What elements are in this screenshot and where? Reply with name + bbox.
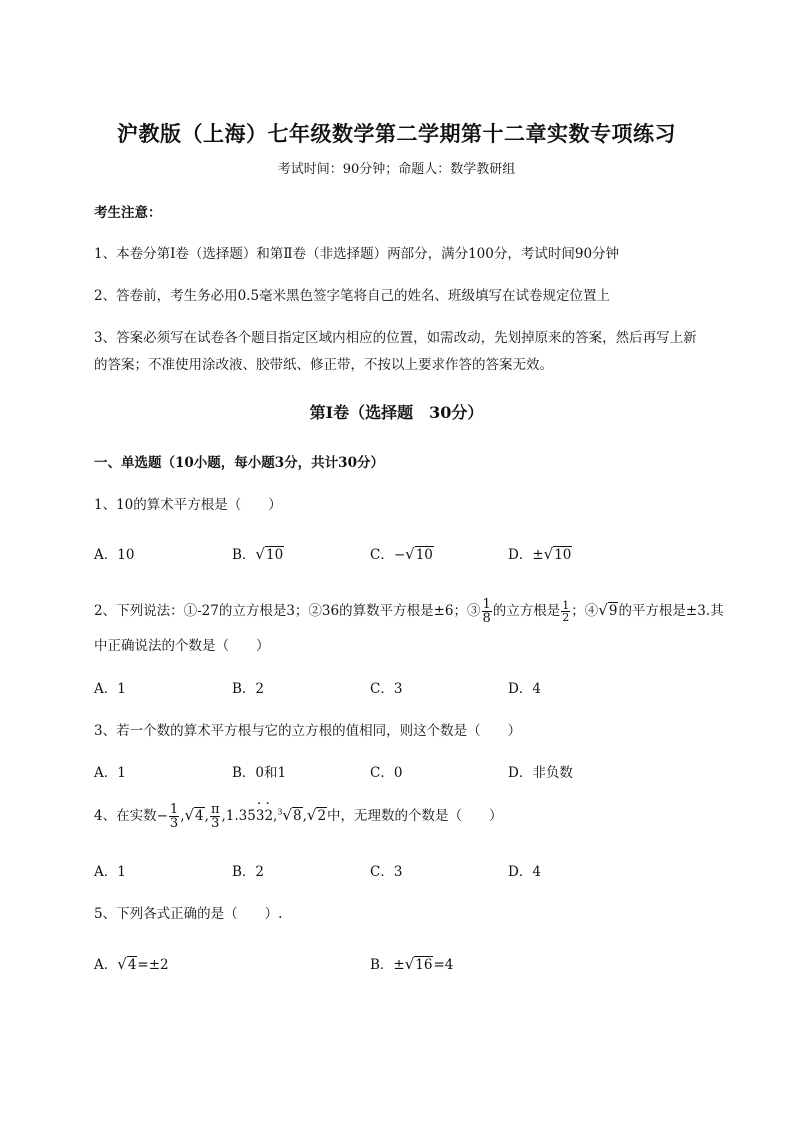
q2-option-c: C．3 bbox=[370, 681, 403, 697]
q4-option-d: D．4 bbox=[508, 864, 541, 880]
q3-option-a: A．1 bbox=[94, 765, 126, 781]
q4-option-b: B．2 bbox=[232, 864, 265, 880]
q1-option-d: D．±√10 bbox=[508, 545, 572, 563]
part-heading: 一、单选题（10小题，每小题3分，共计30分） bbox=[94, 455, 384, 471]
q5-option-b: B．±√16=4 bbox=[370, 955, 454, 973]
question-5-stem: 5、下列各式正确的是（ ）. bbox=[94, 906, 283, 922]
question-3-stem: 3、若一个数的算术平方根与它的立方根的值相同，则这个数是（ ） bbox=[94, 723, 522, 739]
q1-option-a: A．10 bbox=[94, 547, 135, 563]
q3-option-b: B．0和1 bbox=[232, 765, 287, 781]
q3-option-d: D．非负数 bbox=[508, 765, 573, 781]
question-2-line1: 2、下列说法：①-27的立方根是3；②36的算数平方根是±6；③ $\frac{1}{8}$ 的立方根是 $\frac{1}{2}$ ；④√9的平方根是±3.其 bbox=[94, 597, 724, 626]
q3-option-c: C．0 bbox=[370, 765, 403, 781]
question-4-stem: 4、在实数− $\frac{1}{3}$ ,√4, $\frac{\pi}{3}$ ,1.35· 3· 2,$^3$√8,√2中，无理数的个数是（ ） bbox=[94, 803, 503, 830]
fraction: $\frac{1}{2}$ bbox=[562, 599, 570, 624]
q4-option-a: A．1 bbox=[94, 864, 126, 880]
notice-heading: 考生注意： bbox=[94, 205, 162, 221]
q2-option-d: D．4 bbox=[508, 681, 541, 697]
notice-3: 3、答案必须写在试卷各个题目指定区域内相应的位置，如需改动，先划掉原来的答案，然后再写上新 bbox=[94, 330, 697, 346]
notice-3-cont: 的答案；不准使用涂改液、胶带纸、修正带，不按以上要求作答的答案无效。 bbox=[94, 357, 553, 373]
q1-option-b: B．√10 bbox=[232, 545, 284, 563]
q1-option-c: C．−√10 bbox=[370, 545, 433, 563]
q5-option-a: A．√4=±2 bbox=[94, 955, 169, 973]
notice-1: 1、本卷分第Ⅰ卷（选择题）和第Ⅱ卷（非选择题）两部分，满分100分，考试时间90分钟 bbox=[94, 246, 620, 262]
q2-option-a: A．1 bbox=[94, 681, 126, 697]
question-2-line2: 中正确说法的个数是（ ） bbox=[94, 638, 270, 654]
exam-subtitle: 考试时间：90分钟；命题人：数学教研组 bbox=[277, 162, 516, 177]
question-1-stem: 1、10的算术平方根是（ ） bbox=[94, 497, 282, 513]
q2-option-b: B．2 bbox=[232, 681, 265, 697]
fraction: $\frac{\pi}{3}$ bbox=[210, 802, 220, 831]
q4-option-c: C．3 bbox=[370, 864, 403, 880]
document-title: 沪教版（上海）七年级数学第二学期第十二章实数专项练习 bbox=[117, 121, 676, 146]
section-title: 第Ⅰ卷（选择题 30分） bbox=[309, 403, 484, 422]
fraction: $\frac{1}{8}$ bbox=[482, 597, 491, 626]
fraction: $\frac{1}{3}$ bbox=[169, 802, 179, 831]
notice-2: 2、答卷前，考生务必用0.5毫米黑色签字笔将自己的姓名、班级填写在试卷规定位置上 bbox=[94, 288, 611, 304]
